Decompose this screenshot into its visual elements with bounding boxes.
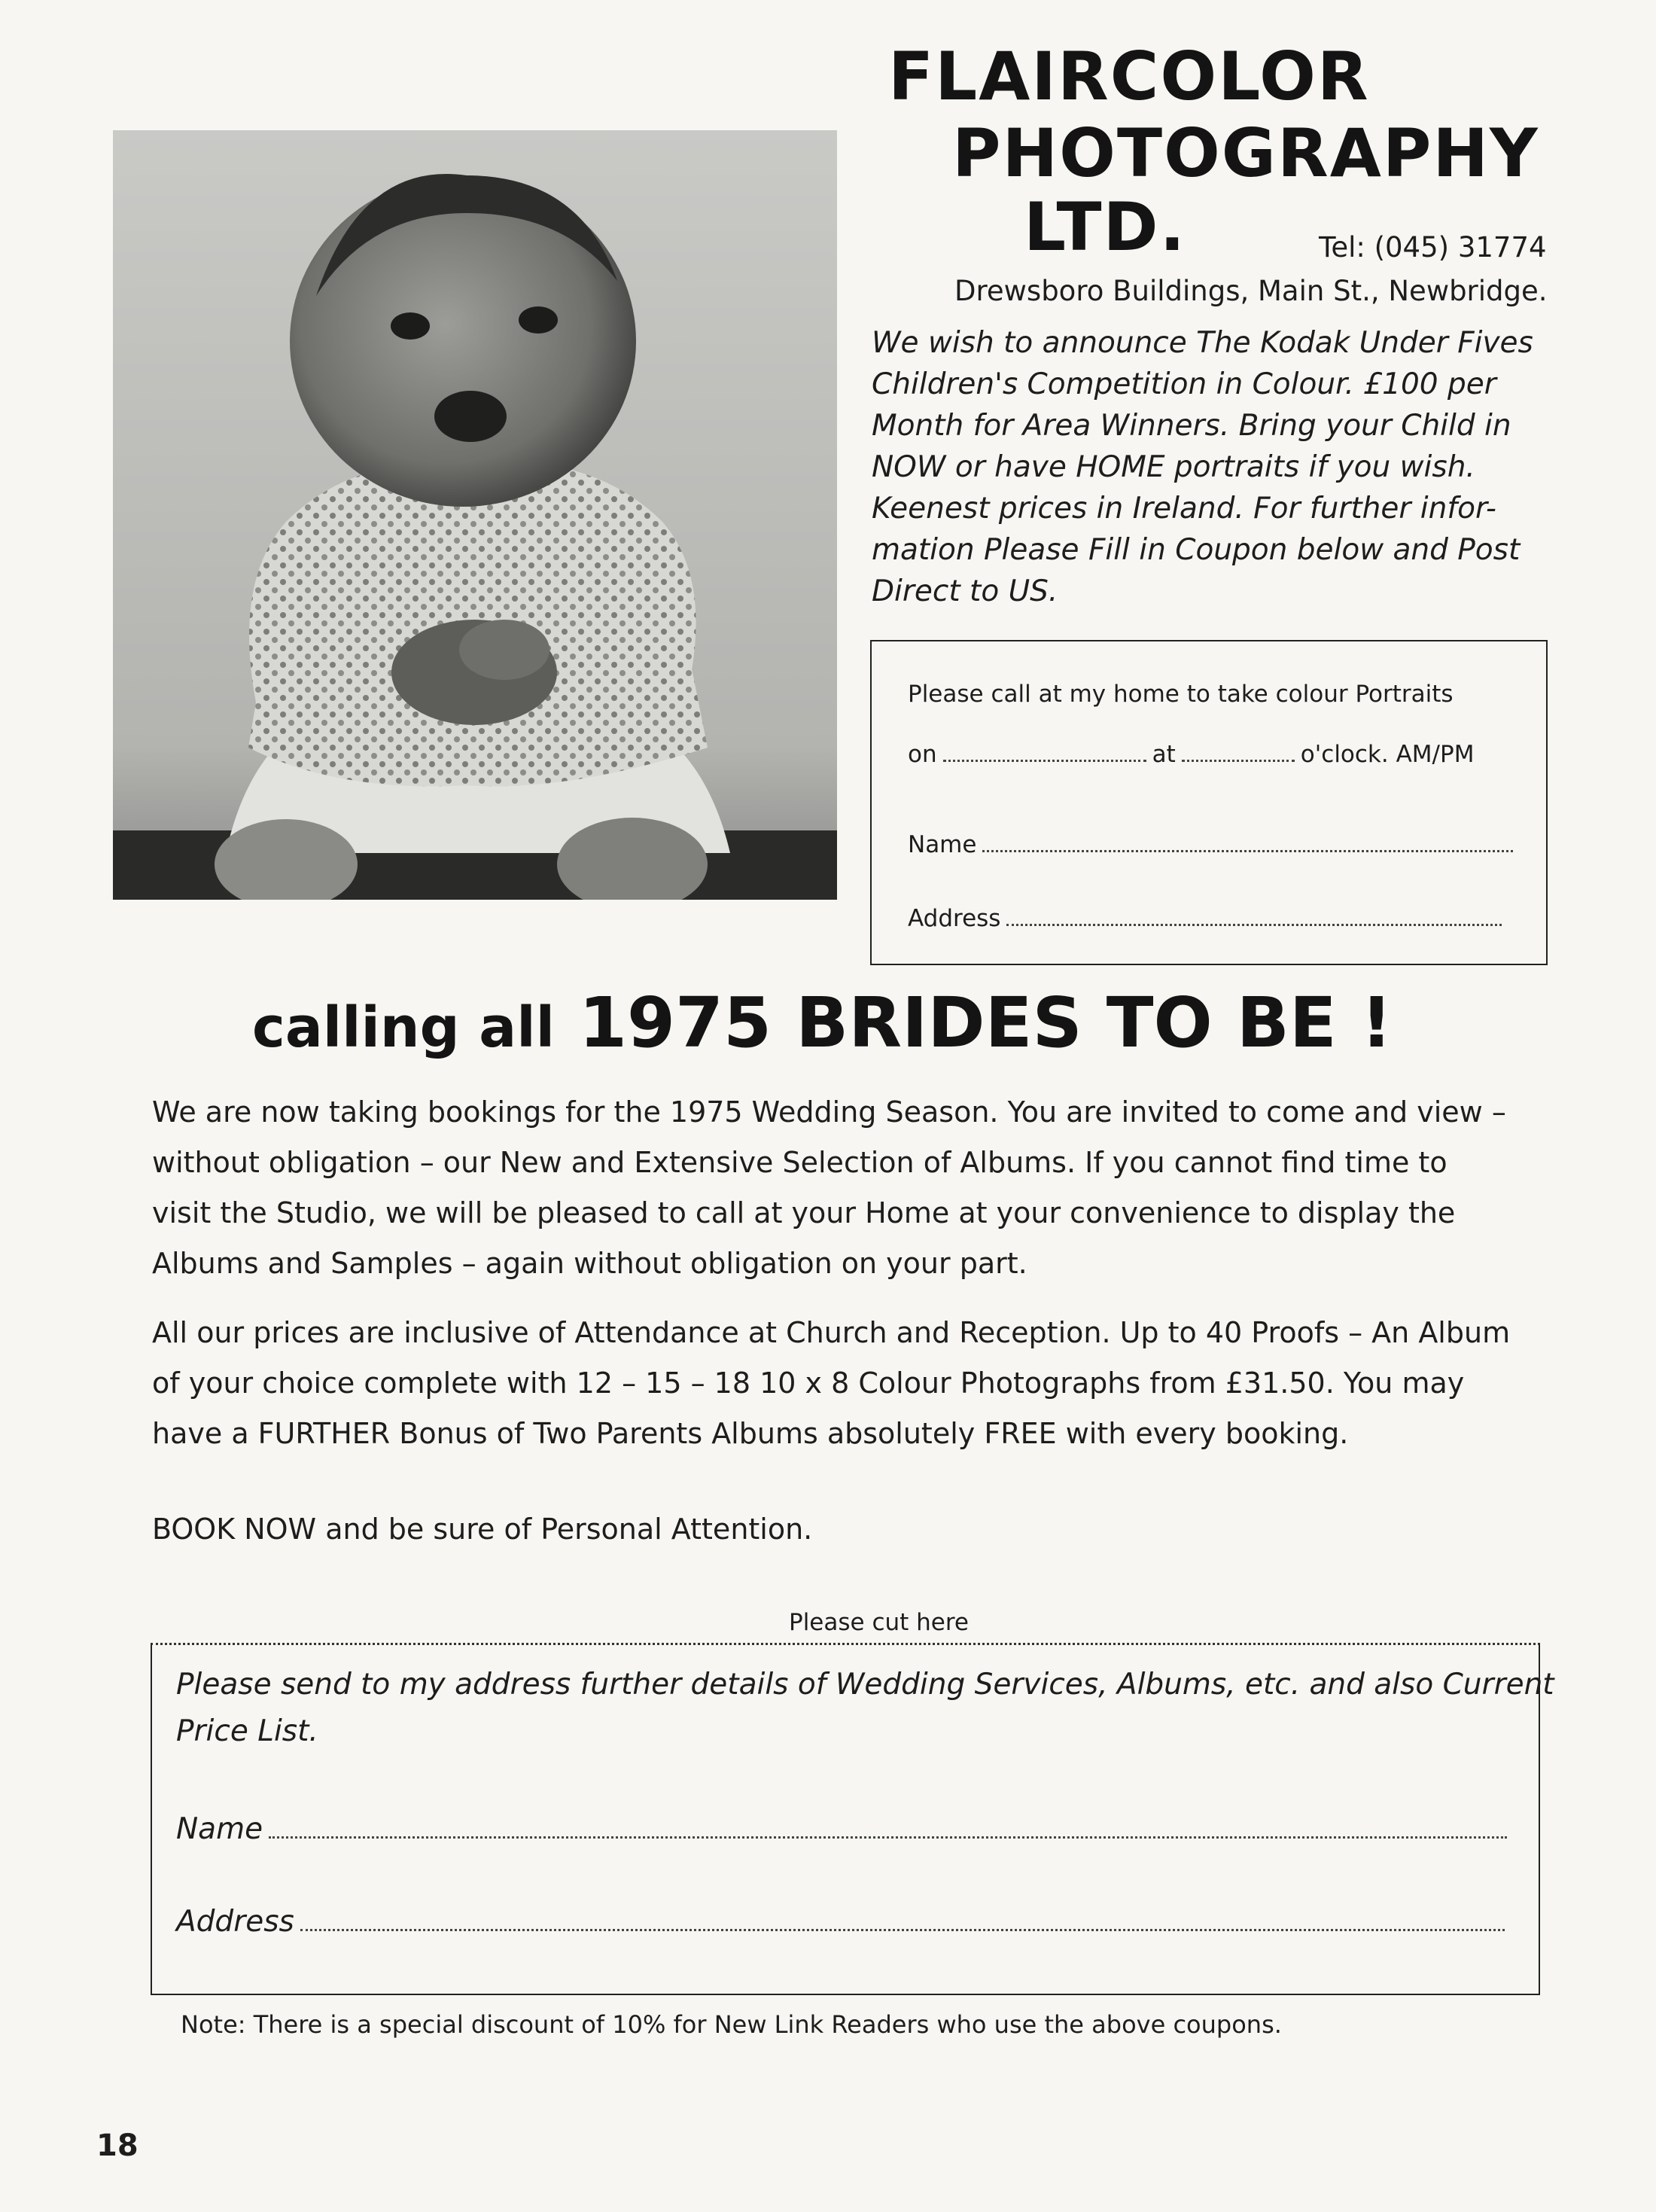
intro-line: Keenest prices in Ireland. For further infor- — [872, 492, 1496, 526]
name-label: Name — [176, 1812, 263, 1846]
name-label: Name — [908, 831, 977, 858]
date-field[interactable] — [943, 759, 1146, 762]
intro-line: We wish to announce The Kodak Under Fives — [872, 326, 1533, 360]
coupon-time-row — [908, 741, 1474, 768]
paragraph-line: Albums and Samples – again without obligation on your part. — [152, 1247, 1027, 1280]
paragraph-line: We are now taking bookings for the 1975 Wedding Season. You are invited to come and view – — [152, 1095, 1506, 1129]
baby-photo — [113, 130, 837, 900]
coupon-request-line-2: Price List. — [176, 1714, 318, 1748]
wedding-coupon — [151, 1643, 1554, 1995]
paragraph-line: of your choice complete with 12 – 15 – 18 10 x 8 Colour Photographs from £31.50. You may — [152, 1367, 1465, 1400]
intro-line: mation Please Fill in Coupon below and Post — [872, 533, 1521, 567]
prices-paragraph — [152, 1308, 1620, 1459]
name-field[interactable] — [982, 849, 1513, 852]
address-field[interactable] — [300, 1928, 1505, 1931]
address-label: Address — [908, 905, 1001, 932]
intro-line: NOW or have HOME portraits if you wish. — [872, 450, 1475, 484]
company-address: Drewsboro Buildings, Main St., Newbridge. — [954, 275, 1548, 307]
paragraph-line: visit the Studio, we will be pleased to call at your Home at your convenience to display the — [152, 1196, 1456, 1229]
discount-note: Note: There is a special discount of 10% for New Link Readers who use the above coupons. — [181, 2010, 1282, 2039]
address-label: Address — [176, 1905, 294, 1939]
coupon-name-row — [176, 1812, 1513, 1846]
headline-small: calling all — [252, 995, 555, 1060]
page-number: 18 — [96, 2128, 139, 2163]
intro-line: Direct to US. — [872, 574, 1058, 608]
coupon-request-text: Please call at my home to take colour Portraits — [908, 681, 1454, 708]
coupon-address-row — [176, 1905, 1511, 1939]
book-now-line — [152, 1504, 1620, 1555]
intro-line: Children's Competition in Colour. £100 per — [872, 367, 1496, 401]
paragraph-line: have a FURTHER Bonus of Two Parents Albums absolutely FREE with every booking. — [152, 1417, 1349, 1450]
brides-headline — [252, 983, 1393, 1063]
address-field[interactable] — [1006, 923, 1502, 926]
coupon-address-row — [908, 905, 1508, 932]
company-name-line-3: LTD. — [1024, 188, 1187, 266]
bookings-paragraph — [152, 1087, 1620, 1289]
coupon-request-line-1: Please send to my address further details of Wedding Services, Albums, etc. and also Current — [176, 1668, 1554, 1702]
competition-announcement — [872, 322, 1624, 612]
intro-line: Month for Area Winners. Bring your Child in — [872, 409, 1511, 443]
paragraph-line: All our prices are inclusive of Attendance at Church and Reception. Up to 40 Proofs – An Album — [152, 1316, 1511, 1349]
at-label: at — [1152, 741, 1176, 768]
cut-here-label: Please cut here — [789, 1609, 970, 1636]
home-portrait-coupon — [870, 640, 1548, 965]
on-label: on — [908, 741, 937, 768]
company-name-line-2: PHOTOGRAPHY — [952, 114, 1539, 192]
paragraph-line: without obligation – our New and Extensive Selection of Albums. If you cannot find time to — [152, 1146, 1447, 1179]
telephone: Tel: (045) 31774 — [1319, 231, 1547, 264]
coupon-name-row — [908, 831, 1519, 858]
name-field[interactable] — [269, 1836, 1507, 1839]
clock-label: o'clock. AM/PM — [1300, 741, 1475, 768]
company-name-line-1: FLAIRCOLOR — [888, 38, 1370, 115]
time-field[interactable] — [1182, 759, 1295, 762]
headline-large: 1975 BRIDES TO BE ! — [579, 983, 1393, 1063]
paragraph-line: BOOK NOW and be sure of Personal Attention. — [152, 1513, 813, 1546]
